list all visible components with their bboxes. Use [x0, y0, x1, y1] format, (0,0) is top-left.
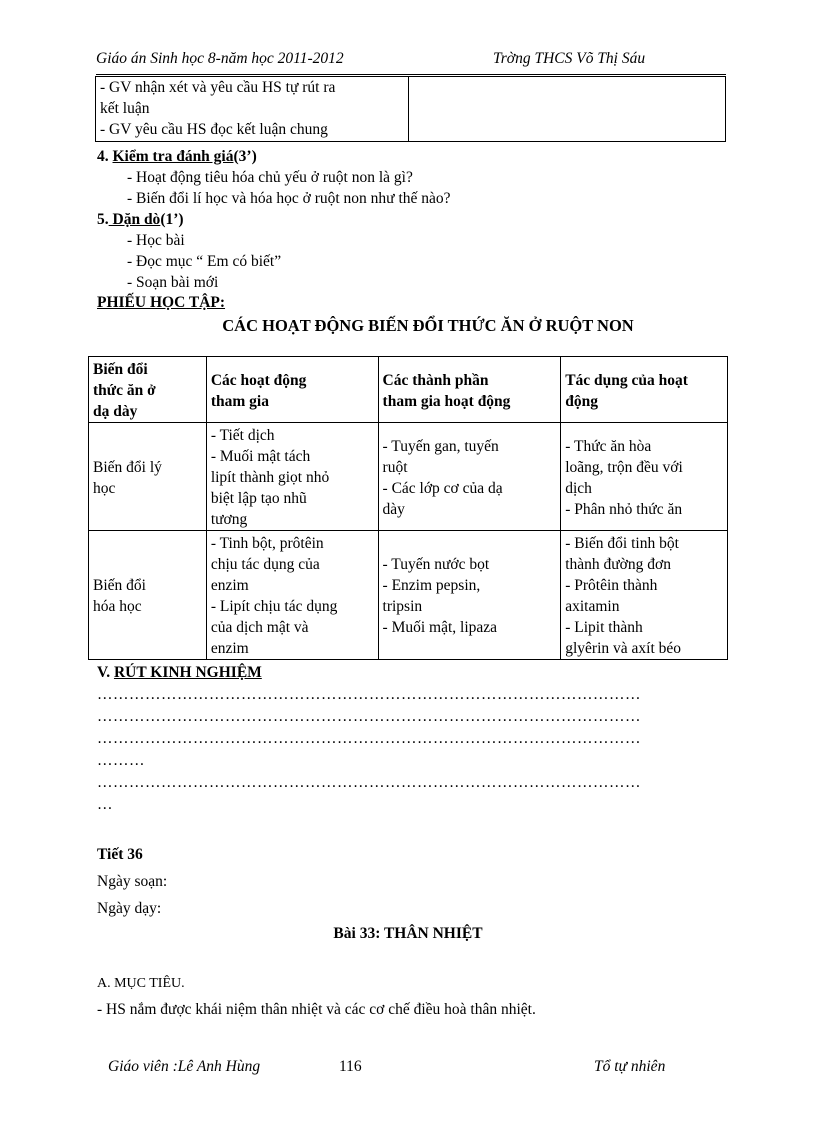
cell-line: - Prôtêin thành [565, 577, 658, 594]
continuation-line: - GV nhận xét và yêu cầu HS tự rút ra [100, 79, 336, 96]
footer-page-number: 116 [339, 1058, 362, 1075]
lesson-teach-date: Ngày dạy: [97, 900, 162, 917]
row-label-text: hóa học [93, 598, 142, 615]
header-text: Biến đổi [93, 361, 148, 378]
section-5-heading [97, 209, 717, 230]
cell-line: thành đường đơn [565, 556, 671, 573]
cell-line: - Các lớp cơ của dạ [382, 479, 503, 497]
dot-line: ………………………………………………………………………………………… [97, 730, 641, 747]
section-5-item: - Học bài [127, 232, 185, 249]
cell-line: lipít thành giọt nhỏ [210, 469, 330, 486]
cell-line: tương [210, 511, 248, 528]
continuation-table [95, 76, 726, 142]
section-4-time: (3’) [233, 148, 257, 165]
cell-line: - Muối mật, lipaza [382, 619, 498, 636]
section-5-title: Dặn dò [108, 211, 161, 228]
section-v [97, 662, 717, 816]
cell-line: enzim [210, 640, 249, 657]
section-4-item: - Hoạt động tiêu hóa chủ yếu ở ruột non là gì? [127, 169, 413, 186]
header-text: thức ăn ở [93, 382, 156, 399]
section-4-title: Kiểm tra đánh giá [112, 148, 234, 165]
effects-cell [561, 423, 728, 531]
page-header [96, 50, 716, 74]
dot-line: ………………………………………………………………………………………… [97, 708, 641, 725]
row-label-text: học [93, 479, 116, 497]
footer-group: Tổ tự nhiên [594, 1058, 666, 1075]
header-text: Các thành phần [382, 371, 489, 389]
cell-line: - Muối mật tách [210, 448, 311, 465]
cell-line: dày [382, 500, 405, 518]
components-cell [378, 531, 561, 660]
section-4 [97, 146, 717, 209]
worksheet-table [88, 356, 728, 660]
header-cell-components [378, 357, 561, 423]
cell-line: tripsin [382, 598, 423, 615]
cell-line: glyêrin và axít béo [565, 640, 681, 657]
worksheet-title: CÁC HOẠT ĐỘNG BIẾN ĐỔI THỨC ĂN Ở RUỘT NON [222, 316, 634, 335]
header-text: Tác dụng của hoạt [565, 371, 688, 389]
activities-cell [206, 531, 378, 660]
cell-line: của dịch mật và [210, 619, 309, 636]
worksheet-row-physical [89, 423, 728, 531]
header-rule [96, 74, 726, 75]
cell-line: - Thức ăn hòa [565, 437, 652, 455]
section-4-item: - Biến đổi lí học và hóa học ở ruột non như thế nào? [127, 190, 451, 207]
objective-heading: A. MỤC TIÊU. [97, 976, 185, 991]
header-text: dạ dày [93, 403, 138, 420]
cell-line: loãng, trộn đều với [565, 458, 683, 476]
cell-line: - Biến đổi tinh bột [565, 535, 679, 552]
section-4-number: 4. [97, 148, 109, 165]
header-school: Trờng THCS Võ Thị Sáu [493, 50, 646, 67]
cell-line: dịch [565, 479, 592, 497]
row-label-cell [89, 531, 207, 660]
row-label-cell [89, 423, 207, 531]
row-label-text: Biến đổi lý [93, 458, 162, 476]
activities-cell [206, 423, 378, 531]
header-cell-stage [89, 357, 207, 423]
header-text: Các hoạt động [210, 371, 307, 389]
lesson-period: Tiết 36 [97, 846, 143, 863]
cell-line: - Tuyến gan, tuyến [382, 437, 499, 455]
section-v-title: RÚT KINH NGHIỆM [113, 664, 262, 681]
footer-teacher: Giáo viên :Lê Anh Hùng [108, 1058, 261, 1075]
cell-line: - Tuyến nước bọt [382, 556, 490, 573]
header-cell-activities [206, 357, 378, 423]
continuation-line: kết luận [100, 100, 150, 117]
section-4-heading [97, 146, 717, 167]
header-cell-effects [561, 357, 728, 423]
header-text: tham gia hoạt động [382, 392, 511, 410]
dot-line: … [97, 796, 113, 813]
cell-line: chịu tác dụng của [210, 556, 320, 573]
continuation-cell [96, 77, 409, 142]
cell-line: - Lipit thành [565, 619, 643, 636]
continuation-line: - GV yêu cầu HS đọc kết luận chung [100, 121, 328, 138]
cell-line: ruột [382, 458, 408, 476]
cell-line: biệt lập tạo nhũ [210, 490, 307, 507]
section-5-item: - Đọc mục “ Em có biết” [127, 253, 282, 270]
row-label-text: Biến đổi [93, 577, 146, 594]
cell-line: - Tinh bột, prôtêin [210, 535, 324, 552]
section-5-item: - Soạn bài mới [127, 274, 219, 291]
components-cell [378, 423, 561, 531]
header-course: Giáo án Sinh học 8-năm học 2011-2012 [96, 50, 344, 67]
worksheet-label: PHIẾU HỌC TẬP: [97, 294, 226, 311]
cell-line: - Enzim pepsin, [382, 577, 481, 594]
worksheet-header-row [89, 357, 728, 423]
lesson-title: Bài 33: THÂN NHIỆT [333, 925, 483, 942]
worksheet-row-chemical [89, 531, 728, 660]
dot-line: ………………………………………………………………………………………… [97, 774, 641, 791]
section-5-number: 5. [97, 211, 109, 228]
section-5 [97, 209, 717, 293]
cell-line: axitamin [565, 598, 620, 615]
cell-line: - Phân nhỏ thức ăn [565, 500, 683, 518]
header-text: tham gia [210, 392, 269, 410]
objective-line: - HS nắm được khái niệm thân nhiệt và các cơ chế điều hoà thân nhiệt. [97, 1001, 536, 1018]
cell-line: enzim [210, 577, 249, 594]
lesson-prep-date: Ngày soạn: [97, 873, 168, 890]
section-v-heading [97, 662, 717, 684]
section-v-number: V. [97, 664, 114, 681]
cell-line: - Tiết dịch [210, 427, 275, 444]
section-5-time: (1’) [160, 211, 184, 228]
dot-line: ……… [97, 752, 145, 769]
header-text: động [565, 392, 598, 410]
dot-line: ………………………………………………………………………………………… [97, 686, 641, 703]
page-footer [108, 1058, 708, 1082]
cell-line: - Lipít chịu tác dụng [210, 598, 338, 615]
effects-cell [561, 531, 728, 660]
continuation-empty-cell [408, 77, 725, 142]
